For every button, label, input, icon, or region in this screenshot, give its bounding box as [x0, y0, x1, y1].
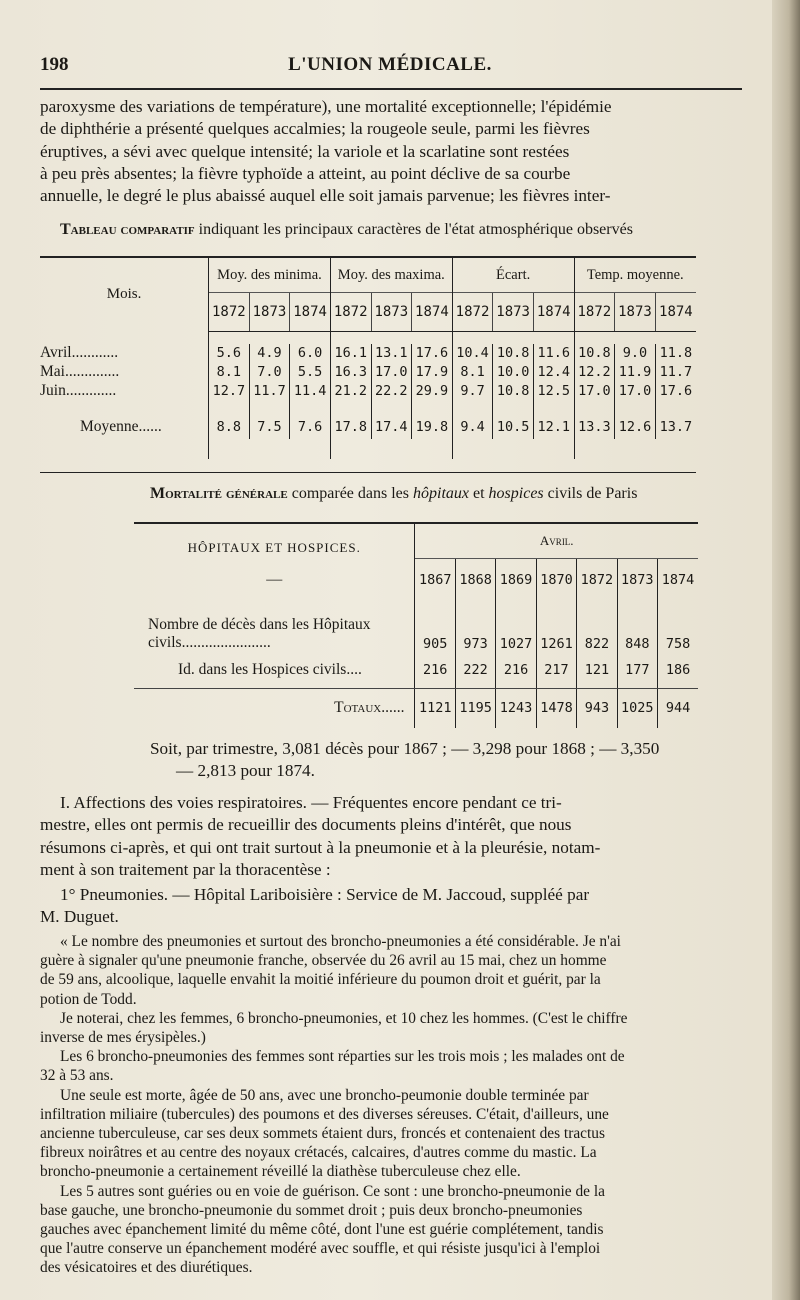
table2-total-row	[134, 688, 698, 728]
table1-cell: 6.0	[290, 344, 331, 363]
text-line: de diphthérie a présenté quelques accalmies; la rougeole seule, parmi les fièvres	[40, 119, 590, 139]
table1-cell: 12.6	[615, 415, 656, 439]
text-line: à peu près absentes; la fièvre typhoïde a atteint, au point déclive de sa courbe	[40, 163, 571, 183]
table1-year: 1873	[371, 293, 412, 332]
text-line: broncho-pneumonie a certainement réveillé la diathèse tuberculeuse chez elle.	[40, 1163, 521, 1181]
text-line: base gauche, une broncho-pneumonie du sommet droit ; puis deux broncho-pneumonies	[40, 1201, 583, 1219]
table2-row-header: HÔPITAUX ET HOSPICES.	[187, 540, 361, 555]
table1-year: 1872	[574, 293, 615, 332]
table1-row-label: Juin.............	[40, 382, 117, 399]
table1-cell: 17.0	[615, 382, 656, 401]
table2-cell: 848	[617, 602, 657, 652]
subsection-pneumonies	[40, 884, 706, 929]
table2-cell: 222	[455, 652, 495, 688]
table2-cell: 177	[617, 652, 657, 688]
page-binding-edge	[772, 0, 800, 1300]
table2-cell: 944	[658, 688, 698, 728]
table2-year: 1870	[536, 558, 576, 602]
table1-cell: 17.0	[371, 363, 412, 382]
text-line: des vésicatoires et des diurétiques.	[40, 1259, 253, 1277]
table1-cell: 9.0	[615, 344, 656, 363]
table2-year: 1867	[415, 558, 455, 602]
table2-cell: 1195	[455, 688, 495, 728]
intro-paragraph	[40, 96, 708, 207]
table1-row-label: Mai..............	[40, 363, 120, 380]
table1-cell: 10.8	[493, 344, 534, 363]
table1-cell: 11.9	[615, 363, 656, 382]
table2-cell: 943	[577, 688, 617, 728]
text-line: Soit, par trimestre, 3,081 décès pour 1867 ; — 3,298 pour 1868 ; — 3,350	[150, 739, 660, 758]
table2-row-label: Nombre de décès dans les Hôpitaux civils.......................	[148, 616, 371, 651]
table1-cell: 12.2	[574, 363, 615, 382]
journal-title: L'UNION MÉDICALE.	[288, 54, 492, 75]
table1-cell: 22.2	[371, 382, 412, 401]
table1-cell: 17.6	[412, 344, 453, 363]
text-line: Les 6 broncho-pneumonies des femmes sont réparties sur les trois mois ; les malades ont de	[60, 1048, 625, 1066]
table1-cell: 17.4	[371, 415, 412, 439]
text-line: ment à son traitement par la thoracentèse :	[40, 859, 331, 879]
table2-cell: 216	[496, 652, 536, 688]
table1-cell: 7.5	[249, 415, 290, 439]
table2-total-label: Totaux......	[334, 699, 405, 717]
text-line: 1° Pneumonies. — Hôpital Lariboisière : Service de M. Jaccoud, suppléé par	[60, 885, 590, 904]
table1-cell: 11.7	[655, 363, 696, 382]
table1-cell: 8.1	[209, 363, 250, 382]
table1-mean-label: Moyenne......	[80, 417, 162, 435]
table1-cell: 7.6	[290, 415, 331, 439]
table1-cell: 8.8	[209, 415, 250, 439]
table2-cell: 1478	[536, 688, 576, 728]
table2-row	[134, 652, 698, 688]
table1-cell: 16.1	[330, 344, 371, 363]
table1-cell: 29.9	[412, 382, 453, 401]
atmospheric-table	[40, 256, 696, 473]
table1-cell: 9.7	[452, 382, 493, 401]
table1-cell: 7.0	[249, 363, 290, 382]
table1-cell: 11.6	[533, 344, 574, 363]
table1-row-label: Avril............	[40, 344, 119, 361]
text-line: Les 5 autres sont guéries ou en voie de guérison. Ce sont : une broncho-pneumonie de la	[60, 1182, 605, 1200]
table1-cell: 11.7	[249, 382, 290, 401]
table1-caption	[60, 220, 700, 240]
table1-year: 1872	[330, 293, 371, 332]
table1-cell: 12.5	[533, 382, 574, 401]
table2-cell: 905	[415, 602, 455, 652]
table2-cell: 758	[658, 602, 698, 652]
table1-year: 1873	[249, 293, 290, 332]
section-respiratory	[40, 792, 706, 881]
table2-caption-hopitaux: hôpitaux	[413, 485, 469, 502]
table1-year: 1872	[209, 293, 250, 332]
text-line: que l'autre conserve un épanchement modéré avec souffle, et qui résiste jusqu'ici à l'emploi	[40, 1240, 601, 1258]
table2-caption-end: civils de Paris	[547, 485, 638, 502]
table1-cell: 12.1	[533, 415, 574, 439]
table2-cell: 121	[577, 652, 617, 688]
table1-cell: 10.4	[452, 344, 493, 363]
table1-cell: 21.2	[330, 382, 371, 401]
table2-group-header: Avril.	[415, 524, 698, 558]
table2-year: 1868	[455, 558, 495, 602]
table1-year: 1874	[655, 293, 696, 332]
header-rule	[40, 88, 742, 90]
table1-cell: 17.0	[574, 382, 615, 401]
table1-cell: 17.8	[330, 415, 371, 439]
text-line: mestre, elles ont permis de recueillir des documents pleins d'intérêt, que nous	[40, 815, 572, 835]
table2-cell: 1261	[536, 602, 576, 652]
table1-cell: 11.4	[290, 382, 331, 401]
text-line: résumons ci-après, et qui ont trait surtout à la pneumonie et à la pleurésie, notam-	[40, 837, 601, 857]
text-line: I. Affections des voies respiratoires. — Fréquentes encore pendant ce tri-	[60, 793, 562, 812]
table1-year: 1874	[412, 293, 453, 332]
table2-caption-and: et	[473, 485, 485, 502]
table2-dash: —	[266, 571, 283, 588]
table1-cell: 19.8	[412, 415, 453, 439]
table2-year: 1872	[577, 558, 617, 602]
table1-cell: 10.8	[493, 382, 534, 401]
table2-cell: 217	[536, 652, 576, 688]
quarterly-summary	[150, 738, 698, 783]
table1-cell: 9.4	[452, 415, 493, 439]
table2-cell: 216	[415, 652, 455, 688]
table1-year: 1874	[290, 293, 331, 332]
table1-row-header: Mois.	[106, 286, 142, 303]
table1-row	[40, 363, 696, 382]
table2-year: 1873	[617, 558, 657, 602]
table1-cell: 5.6	[209, 344, 250, 363]
table1-group-header: Moy. des minima.	[209, 258, 331, 293]
table2-cell: 186	[658, 652, 698, 688]
table2-cell: 1025	[617, 688, 657, 728]
table1-cell: 16.3	[330, 363, 371, 382]
text-line: fibreux noirâtres et au centre des noyaux crétacés, calcaires, d'autres comme du mastic. La	[40, 1144, 597, 1162]
table1-year: 1873	[493, 293, 534, 332]
text-line: infiltration miliaire (tubercules) des poumons et des diverses séreuses. C'était, d'ailleurs, une	[40, 1105, 609, 1123]
quoted-report	[40, 932, 708, 1278]
table1-year: 1872	[452, 293, 493, 332]
table1-cell: 17.9	[412, 363, 453, 382]
table1-cell: 10.5	[493, 415, 534, 439]
table2-cell: 1243	[496, 688, 536, 728]
table1-year: 1873	[615, 293, 656, 332]
table1-group-header: Écart.	[452, 258, 574, 293]
table1-group-header: Temp. moyenne.	[574, 258, 696, 293]
table1-mean-row	[40, 415, 696, 439]
table1-cell: 8.1	[452, 363, 493, 382]
text-line: « Le nombre des pneumonies et surtout des broncho-pneumonies a été considérable. Je n'ai	[60, 933, 621, 950]
table1-cell: 10.0	[493, 363, 534, 382]
table1-cell: 13.7	[655, 415, 696, 439]
text-line: potion de Todd.	[40, 990, 137, 1008]
table1-cell: 17.6	[655, 382, 696, 401]
page-header	[40, 54, 740, 82]
mortality-table	[134, 522, 698, 738]
table2-year: 1874	[658, 558, 698, 602]
text-line: guère à signaler qu'une pneumonie franche, observée du 26 avril au 15 mai, chez un homme	[40, 952, 607, 970]
text-line: 32 à 53 ans.	[40, 1067, 114, 1085]
table2-row-label: Id. dans les Hospices civils....	[134, 652, 415, 688]
table1-cell: 4.9	[249, 344, 290, 363]
table2-year: 1869	[496, 558, 536, 602]
table1-year: 1874	[533, 293, 574, 332]
table1-cell: 10.8	[574, 344, 615, 363]
table2-caption-text: comparée dans les	[291, 485, 409, 502]
text-line: — 2,813 pour 1874.	[176, 761, 315, 781]
table2-caption-hospices: hospices	[488, 485, 544, 502]
table1-caption-text: indiquant les principaux caractères de l'état atmosphérique observés	[198, 221, 633, 238]
table2-row	[134, 602, 698, 652]
page-number: 198	[40, 54, 69, 75]
text-line: ancienne tuberculeuse, car ses deux sommets étaient durs, froncés et contenaient des tractus	[40, 1125, 605, 1143]
table1-cell: 13.1	[371, 344, 412, 363]
text-line: Une seule est morte, âgée de 50 ans, avec une broncho-peumonie double terminée par	[60, 1086, 589, 1104]
table1-cell: 5.5	[290, 363, 331, 382]
table1-group-header: Moy. des maxima.	[330, 258, 452, 293]
table2-cell: 822	[577, 602, 617, 652]
table2-cell: 973	[455, 602, 495, 652]
text-line: de 59 ans, alcoolique, laquelle envahit la moitié inférieure du poumon droit et guérit, par la	[40, 971, 601, 989]
table1-row	[40, 344, 696, 363]
table1-cell: 11.8	[655, 344, 696, 363]
table1-cell: 13.3	[574, 415, 615, 439]
text-line: éruptives, a sévi avec quelque intensité; la variole et la scarlatine sont restées	[40, 141, 570, 161]
table1-caption-lead: Tableau comparatif	[60, 221, 195, 238]
table2-caption	[150, 484, 790, 504]
table1-row	[40, 382, 696, 401]
text-line: gauches avec épanchement limité du même côté, dont l'une est guérie complétement, tandis	[40, 1221, 604, 1239]
text-line: M. Duguet.	[40, 907, 119, 927]
text-line: paroxysme des variations de température), une mortalité exceptionnelle; l'épidémie	[40, 97, 612, 116]
text-line: Je noterai, chez les femmes, 6 broncho-pneumonies, et 10 chez les hommes. (C'est le chiffre	[60, 1009, 628, 1027]
table2-cell: 1121	[415, 688, 455, 728]
table1-cell: 12.4	[533, 363, 574, 382]
table2-caption-lead: Mortalité générale	[150, 485, 288, 502]
table1-cell: 12.7	[209, 382, 250, 401]
text-line: inverse de mes érysipèles.)	[40, 1029, 206, 1047]
text-line: annuelle, le degré le plus abaissé auquel elle soit jamais parvenue; les fièvres inter-	[40, 186, 611, 206]
table2-cell: 1027	[496, 602, 536, 652]
